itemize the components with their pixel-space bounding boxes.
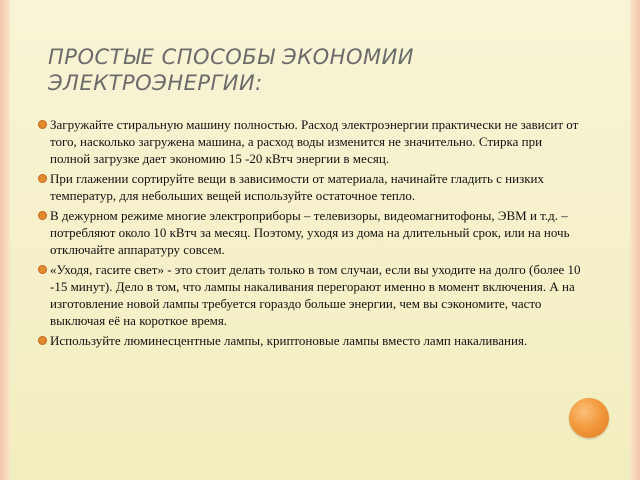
bullet-item [36, 207, 582, 258]
bullet-dot-icon [36, 116, 50, 167]
decorative-orb-icon [569, 398, 609, 438]
bullet-text: Загружайте стиральную машину полностью. Расход электроэнергии практически не зависит от того, насколько загружена машина, а расход воды изменится не значительно. Стирка при полной загрузке дает экономию 15 -20 кВтч энергии в месяц. [50, 117, 579, 166]
bullet-dot-icon [36, 170, 50, 204]
bullet-text: При глажении сортируйте вещи в зависимости от материала, начинайте гладить с низких температур, для небольших вещей используйте остаточное тепло. [50, 171, 544, 203]
bullet-text: Используйте люминесцентные лампы, криптоновые лампы вместо ламп накаливания. [50, 333, 528, 348]
slide-left-border [0, 0, 10, 480]
bullet-item [36, 170, 582, 204]
bullet-item [36, 332, 582, 349]
bullet-text: В дежурном режиме многие электроприборы – телевизоры, видеомагнитофоны, ЭВМ и т.д. – потребляют около 10 кВтч за месяц. Поэтому, уходя из дома на длительный срок, или на ночь отключайте аппаратуру совсем. [50, 208, 570, 257]
slide-title: ПРОСТЫЕ СПОСОБЫ ЭКОНОМИИ ЭЛЕКТРОЭНЕРГИИ: [48, 45, 415, 95]
bullet-dot-icon [36, 261, 50, 329]
bullet-dot-icon [36, 332, 50, 349]
bullet-dot-icon [36, 207, 50, 258]
bullet-list [36, 116, 582, 352]
bullet-text: «Уходя, гасите свет» - это стоит делать только в том случаи, если вы уходите на долго (более 10 -15 минут). Дело в том, что лампы накаливания перегорают именно в момент включения. А на изготовление новой лампы требуется гораздо больше энергии, чем вы сэкономите, часто выключая её на короткое время. [50, 262, 581, 328]
bullet-item [36, 116, 582, 167]
bullet-item [36, 261, 582, 329]
slide-right-border [630, 0, 640, 480]
